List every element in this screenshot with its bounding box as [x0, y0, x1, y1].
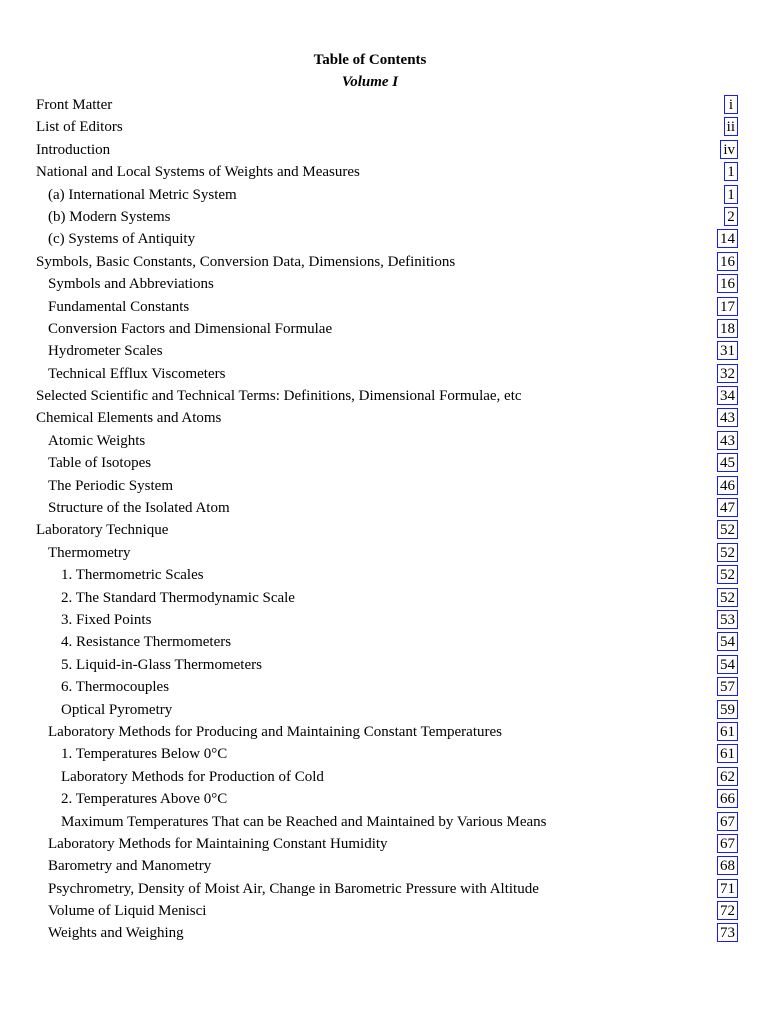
toc-entry [0, 788, 768, 810]
toc-entry [0, 340, 768, 362]
toc-entry-label: Laboratory Technique [36, 522, 169, 539]
page-number-link[interactable]: 52 [717, 565, 738, 584]
toc-entry-label: Weights and Weighing [48, 925, 184, 942]
toc-entry-label: Hydrometer Scales [48, 343, 163, 360]
toc-entry [0, 900, 768, 922]
toc-entry-label: The Periodic System [48, 477, 173, 494]
toc-entry-label: 1. Thermometric Scales [61, 567, 204, 584]
toc-entry [0, 564, 768, 586]
toc-entry [0, 206, 768, 228]
page-number-link[interactable]: 1 [724, 185, 738, 204]
toc-entry [0, 631, 768, 653]
page-number-link[interactable]: 46 [717, 476, 738, 495]
page-number-link[interactable]: 34 [717, 386, 738, 405]
toc-entry-label: Selected Scientific and Technical Terms: Definitions, Dimensional Formulae, etc [36, 388, 522, 405]
toc-entry [0, 654, 768, 676]
toc-entry-label: Laboratory Methods for Maintaining Constant Humidity [48, 835, 388, 852]
page-number-link[interactable]: 47 [717, 498, 738, 517]
toc-entry [0, 161, 768, 183]
toc-entry-label: Psychrometry, Density of Moist Air, Change in Barometric Pressure with Altitude [48, 880, 539, 897]
toc-entry [0, 385, 768, 407]
toc-entry-label: Symbols and Abbreviations [48, 276, 214, 293]
toc-list [0, 94, 768, 945]
toc-entry-label: Introduction [36, 141, 111, 158]
page-number-link[interactable]: 62 [717, 767, 738, 786]
toc-entry-label: 3. Fixed Points [61, 611, 152, 628]
page-number-link[interactable]: i [724, 95, 738, 114]
toc-entry [0, 922, 768, 944]
toc-entry-label: Chemical Elements and Atoms [36, 410, 222, 427]
toc-entry-label: 6. Thermocouples [61, 679, 170, 696]
page-number-link[interactable]: 54 [717, 655, 738, 674]
toc-entry-label: Conversion Factors and Dimensional Formulae [48, 320, 333, 337]
toc-entry [0, 430, 768, 452]
page-number-link[interactable]: 2 [724, 207, 738, 226]
toc-entry-label: Table of Isotopes [48, 455, 152, 472]
toc-entry-label: 4. Resistance Thermometers [61, 634, 232, 651]
toc-entry [0, 721, 768, 743]
toc-entry [0, 475, 768, 497]
toc-entry-label: Technical Efflux Viscometers [48, 365, 226, 382]
page-number-link[interactable]: 14 [717, 229, 738, 248]
toc-entry [0, 587, 768, 609]
page-number-link[interactable]: 57 [717, 677, 738, 696]
toc-entry-label: (b) Modern Systems [48, 208, 171, 225]
toc-entry [0, 251, 768, 273]
page-number-link[interactable]: 71 [717, 879, 738, 898]
toc-entry-label: (c) Systems of Antiquity [48, 231, 196, 248]
toc-entry-label: Laboratory Methods for Producing and Maintaining Constant Temperatures [48, 723, 502, 740]
toc-entry-label: 1. Temperatures Below 0°C [61, 746, 228, 763]
toc-entry-label: 2. Temperatures Above 0°C [61, 791, 228, 808]
toc-entry-label: Front Matter [36, 97, 113, 113]
toc-entry-label: Thermometry [48, 544, 131, 561]
toc-entry [0, 452, 768, 474]
toc-entry [0, 699, 768, 721]
page-number-link[interactable]: 72 [717, 901, 738, 920]
page-number-link[interactable]: 73 [717, 923, 738, 942]
toc-entry [0, 542, 768, 564]
page-number-link[interactable]: 59 [717, 700, 738, 719]
page-number-link[interactable]: 66 [717, 789, 738, 808]
toc-entry [0, 363, 768, 385]
toc-entry [0, 318, 768, 340]
toc-entry [0, 743, 768, 765]
toc-entry [0, 676, 768, 698]
toc-entry [0, 609, 768, 631]
volume-subtitle: Volume I [341, 74, 399, 90]
toc-entry-label: Atomic Weights [48, 432, 146, 449]
page-number-link[interactable]: 61 [717, 744, 738, 763]
toc-entry [0, 228, 768, 250]
page-number-link[interactable]: 61 [717, 722, 738, 741]
page-number-link[interactable]: 16 [717, 252, 738, 271]
toc-entry-label: Volume of Liquid Menisci [48, 903, 207, 920]
toc-entry-label: (a) International Metric System [48, 186, 237, 203]
page-number-link[interactable]: 52 [717, 520, 738, 539]
toc-entry-label: Symbols, Basic Constants, Conversion Data, Dimensions, Definitions [36, 253, 456, 270]
page-number-link[interactable]: 1 [724, 162, 738, 181]
toc-entry-label: National and Local Systems of Weights and Measures [36, 164, 360, 181]
toc-entry-label: Structure of the Isolated Atom [48, 500, 230, 517]
toc-entry [0, 139, 768, 161]
toc-entry-label: List of Editors [36, 119, 123, 136]
page-number-link[interactable]: 43 [717, 408, 738, 427]
page-number-link[interactable]: iv [720, 140, 738, 159]
toc-entry [0, 184, 768, 206]
page-number-link[interactable]: ii [724, 117, 738, 136]
page-number-link[interactable]: 45 [717, 453, 738, 472]
page-number-link[interactable]: 32 [717, 364, 738, 383]
toc-entry-label: Fundamental Constants [48, 298, 190, 315]
toc-entry [0, 407, 768, 429]
page-number-link[interactable]: 17 [717, 297, 738, 316]
toc-entry [0, 833, 768, 855]
page-number-link[interactable]: 43 [717, 431, 738, 450]
toc-entry [0, 296, 768, 318]
toc-entry [0, 519, 768, 541]
page-number-link[interactable]: 68 [717, 856, 738, 875]
toc-entry [0, 94, 768, 116]
toc-entry [0, 497, 768, 519]
toc-entry [0, 273, 768, 295]
page-number-link[interactable]: 67 [717, 834, 738, 853]
page-number-link[interactable]: 16 [717, 274, 738, 293]
toc-entry-label: Laboratory Methods for Production of Cold [61, 768, 324, 785]
page-number-link[interactable]: 52 [717, 588, 738, 607]
toc-entry-label: 2. The Standard Thermodynamic Scale [61, 589, 295, 606]
toc-entry [0, 766, 768, 788]
page-number-link[interactable]: 18 [717, 319, 738, 338]
toc-entry [0, 855, 768, 877]
toc-entry [0, 116, 768, 138]
toc-title: Table of Contents [313, 52, 427, 68]
page-number-link[interactable]: 67 [717, 812, 738, 831]
page-number-link[interactable]: 31 [717, 341, 738, 360]
toc-entry-label: Maximum Temperatures That can be Reached and Maintained by Various Means [61, 813, 547, 830]
toc-entry-label: Optical Pyrometry [61, 701, 173, 718]
page-number-link[interactable]: 53 [717, 610, 738, 629]
page-number-link[interactable]: 54 [717, 632, 738, 651]
toc-entry-label: 5. Liquid-in-Glass Thermometers [61, 656, 262, 673]
toc-entry-label: Barometry and Manometry [48, 858, 212, 875]
page-number-link[interactable]: 52 [717, 543, 738, 562]
toc-entry [0, 811, 768, 833]
toc-entry [0, 878, 768, 900]
